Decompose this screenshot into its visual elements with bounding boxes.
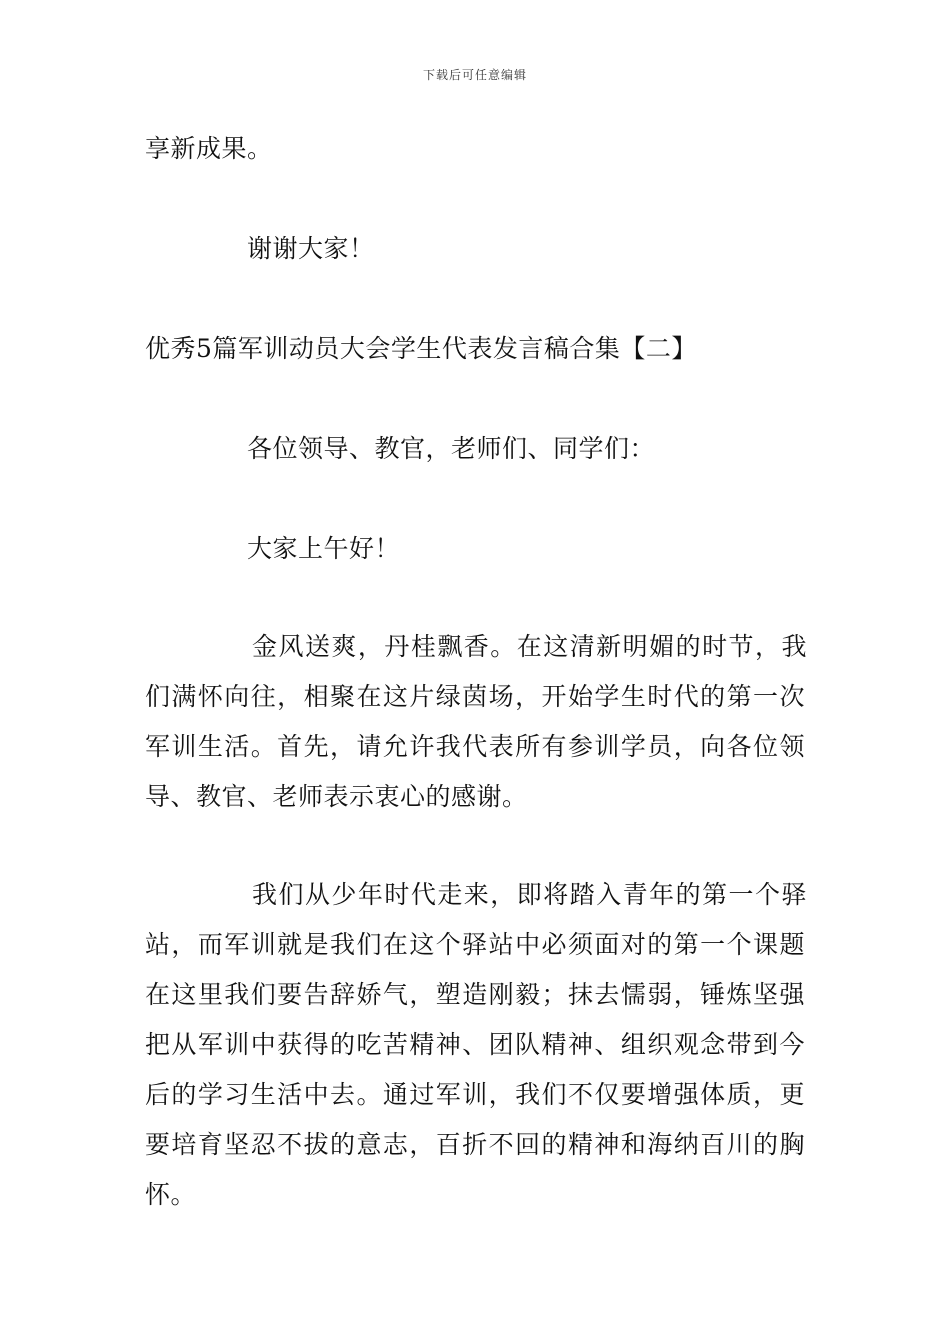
text-line: 享新成果。: [145, 134, 273, 163]
paragraph-line: 导、教官、老师表示衷心的感谢。: [145, 782, 528, 811]
paragraph-line: 军训生活。首先，请允许我代表所有参训学员，向各位领: [145, 732, 805, 761]
paragraph-line: 要培育坚忍不拔的意志，百折不回的精神和海纳百川的胸: [145, 1130, 805, 1159]
paragraph-line: 我们从少年时代走来，即将踏入青年的第一个驿: [252, 880, 807, 909]
paragraph-line: 金风送爽，丹桂飘香。在这清新明媚的时节，我: [252, 632, 807, 661]
paragraph-line: 怀。: [145, 1180, 197, 1209]
paragraph-line: 后的学习生活中去。通过军训，我们不仅要增强体质，更: [145, 1080, 805, 1109]
paragraph-line: 在这里我们要告辞娇气，塑造刚毅；抹去懦弱，锤炼坚强: [145, 980, 805, 1009]
text-line: 谢谢大家！: [247, 234, 375, 263]
greeting: 大家上午好！: [247, 534, 401, 563]
paragraph-line: 站，而军训就是我们在这个驿站中必须面对的第一个课题: [145, 930, 805, 959]
page-header-note: 下载后可任意编辑: [422, 68, 527, 82]
section-title: 优秀5篇军训动员大会学生代表发言稿合集【二】: [145, 334, 697, 363]
paragraph-line: 把从军训中获得的吃苦精神、团队精神、组织观念带到今: [145, 1030, 805, 1059]
paragraph-line: 们满怀向往，相聚在这片绿茵场，开始学生时代的第一次: [145, 682, 805, 711]
salutation: 各位领导、教官，老师们、同学们：: [247, 434, 656, 463]
